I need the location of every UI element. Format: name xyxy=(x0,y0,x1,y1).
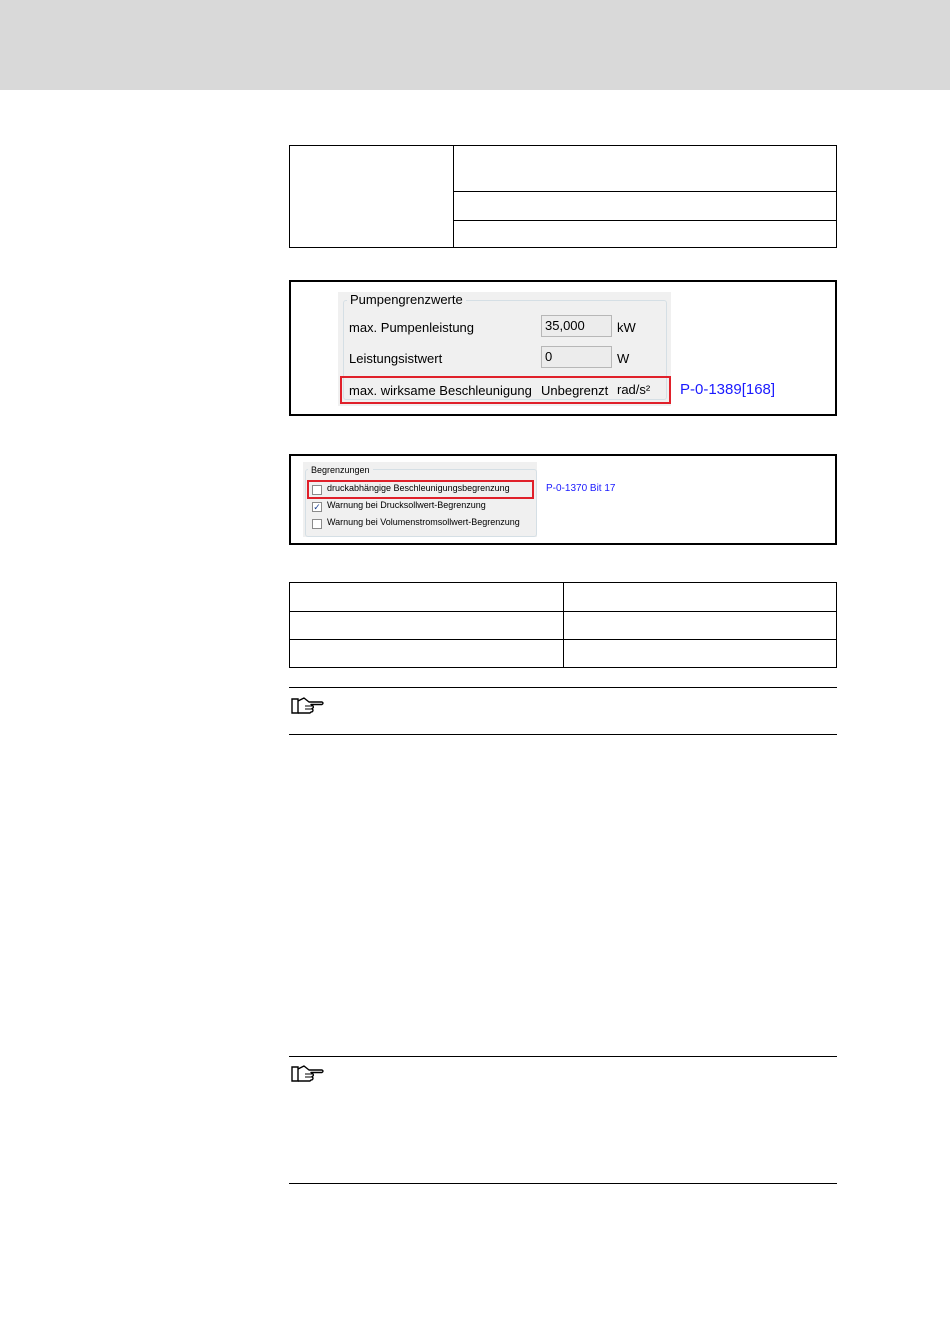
pressure-setpoint-warning-label: Warnung bei Drucksollwert-Begrenzung xyxy=(327,500,486,510)
pointing-hand-icon xyxy=(291,1064,325,1084)
max-acceleration-label: max. wirksame Beschleunigung xyxy=(349,383,532,398)
table-column-divider xyxy=(563,583,564,667)
pressure-setpoint-warning-checkbox[interactable]: ✓ xyxy=(313,502,321,512)
pointing-hand-icon xyxy=(291,696,325,716)
max-acceleration-unit: rad/s² xyxy=(617,382,651,397)
max-pump-power-label: max. Pumpenleistung xyxy=(349,320,475,335)
parameter-reference: P-0-1370 Bit 17 xyxy=(546,483,616,494)
flow-setpoint-warning-label: Warnung bei Volumenstromsollwert-Begrenzung xyxy=(327,517,520,527)
page-header-band xyxy=(0,0,950,90)
limitations-group-title: Begrenzungen xyxy=(308,465,373,475)
note-bottom-rule xyxy=(289,1183,837,1184)
flow-setpoint-warning-checkbox[interactable] xyxy=(312,519,322,529)
pump-limits-screenshot xyxy=(289,280,837,416)
note-bottom-rule xyxy=(289,734,837,735)
table-row-divider xyxy=(454,191,836,192)
pump-limits-group-title: Pumpengrenzwerte xyxy=(347,292,466,307)
table-row-divider xyxy=(290,611,836,612)
note-top-rule xyxy=(289,687,837,688)
table-cell xyxy=(290,146,454,247)
limitations-screenshot xyxy=(289,454,837,545)
table-row-divider xyxy=(290,639,836,640)
actual-power-unit: W xyxy=(617,351,630,366)
max-pump-power-field[interactable]: 35,000 xyxy=(541,315,612,337)
parameter-reference: P-0-1389[168] xyxy=(680,381,776,398)
pressure-accel-limit-label: druckabhängige Beschleunigungsbegrenzung xyxy=(327,483,510,493)
actual-power-field[interactable]: 0 xyxy=(541,346,612,368)
actual-power-label: Leistungsistwert xyxy=(349,351,443,366)
description-table-bottom xyxy=(289,582,837,668)
table-row-divider xyxy=(454,220,836,221)
pressure-accel-limit-checkbox[interactable] xyxy=(312,485,322,495)
max-pump-power-unit: kW xyxy=(617,320,636,335)
max-acceleration-value: Unbegrenzt xyxy=(541,383,609,398)
description-table-top xyxy=(289,145,837,248)
note-top-rule xyxy=(289,1056,837,1057)
